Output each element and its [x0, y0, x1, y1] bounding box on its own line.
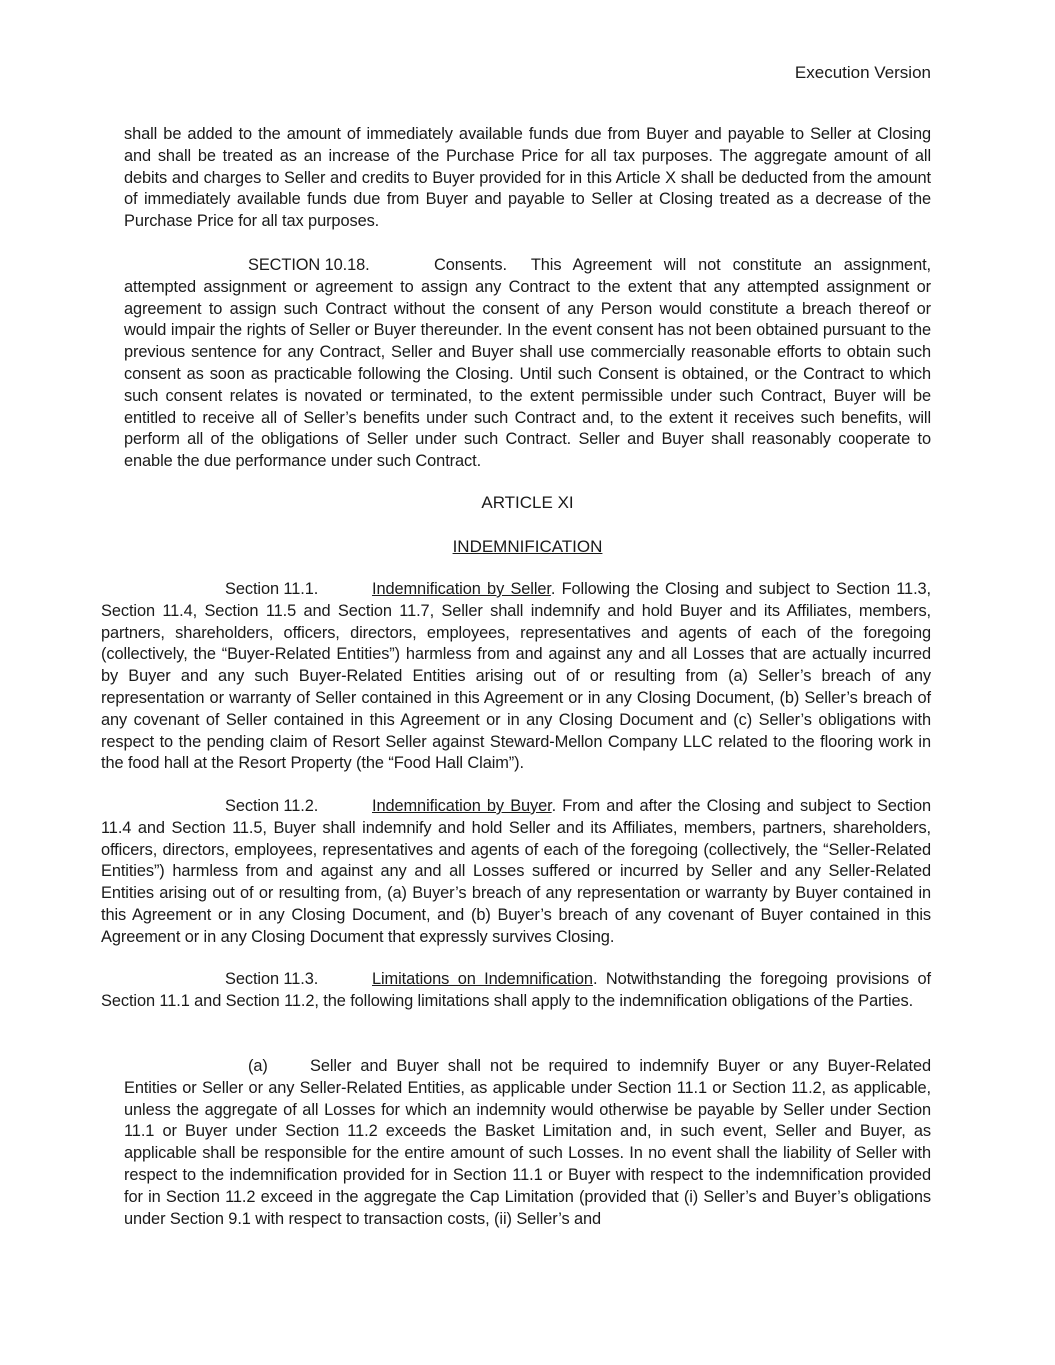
- section-10-18: [101, 255, 931, 473]
- paragraph-a: [124, 1056, 931, 1230]
- paragraph-a-label: (a): [248, 1057, 268, 1075]
- section-11-1-number: Section 11.1.: [225, 580, 319, 598]
- section-11-3-title: Limitations on Indemnification: [372, 970, 593, 988]
- article-number: ARTICLE XI: [481, 493, 574, 512]
- section-11-3-text: . Notwithstanding the foregoing provisions of Section 11.1 and Section 11.2, the following limitations shall apply to the indemnification obligations of the Parties.: [101, 970, 931, 1010]
- section-11-3-number: Section 11.3.: [225, 970, 319, 988]
- section-10-18-title: Consents.: [434, 256, 507, 274]
- section-11-3: [101, 969, 931, 1013]
- carryover-paragraph: [124, 124, 931, 233]
- paragraph-a-text: Seller and Buyer shall not be required to indemnify Buyer or any Buyer-Related Entities or Seller or any Seller-Related Entities, as applicable under Section 11.1 or Section 11.2, as applicable, unless the aggregate of all Losses for which an indemnity would otherwise be payable by Seller under Section 11.1 or Buyer under Section 11.2 exceeds the Basket Limitation and, in such event, Seller and Buyer, as applicable shall be responsible for the entire amount of such Losses. In no event shall the liability of Seller with respect to the indemnification provided for in Section 11.1 or Buyer with respect to the indemnification provided for in Section 11.2 exceed in the aggregate the Cap Limitation (provided that (i) Seller’s and Buyer’s obligations under Section 9.1 with respect to transaction costs, (ii) Seller’s and: [124, 1057, 931, 1228]
- section-11-1-title: Indemnification by Seller: [372, 580, 551, 598]
- section-11-2: [101, 796, 931, 949]
- section-11-1-text: . Following the Closing and subject to Section 11.3, Section 11.4, Section 11.5 and Section 11.7, Seller shall indemnify and hold Buyer and its Affiliates, members, partners, shareholders, officers, directors, employees, representatives and agents of each of the foregoing (collectively, the “Buyer-Related Entities”) harmless from and against any and all Losses that are actually incurred by Buyer and any such Buyer-Related Entities arising out of or resulting from (a) Seller’s breach of any representation or warranty of Seller contained in this Agreement or in any Closing Document, (b) Seller’s breach of any covenant of Seller contained in this Agreement or in any Closing Document and (c) Seller’s obligations with respect to the pending claim of Resort Seller against Steward-Mellon Company LLC related to the flooring work in the food hall at the Resort Property (the “Food Hall Claim”).: [101, 580, 932, 773]
- section-10-18-text: This Agreement will not constitute an assignment, attempted assignment or agreement to assign any Contract to the extent that any attempted assignment or agreement to assign such Contract without the consent of any Person would constitute a breach thereof or would impair the rights of Seller or Buyer thereunder. In the event consent has not been obtained pursuant to the previous sentence for any Contract, Seller and Buyer shall use commercially reasonable efforts to obtain such consent as soon as practicable following the Closing. Until such Consent is obtained, or the Contract to which such consent relates is novated or terminated, to the extent permissible under such Contract, Buyer will be entitled to receive all of Seller’s benefits under such Contract and, to the extent it receives such benefits, will perform all of the obligations of Seller under such Contract. Seller and Buyer shall reasonably cooperate to enable the due performance under such Contract.: [124, 256, 931, 471]
- section-11-2-title: Indemnification by Buyer: [372, 797, 552, 815]
- carryover-text: shall be added to the amount of immediately available funds due from Buyer and payable to Seller at Closing and shall be treated as an increase of the Purchase Price for all tax purposes. The aggregate amount of all debits and charges to Seller and credits to Buyer provided for in this Article X shall be deducted from the amount of immediately available funds due from Buyer and payable to Seller at Closing treated as a decrease of the Purchase Price for all tax purposes.: [124, 125, 931, 231]
- section-10-18-number: SECTION 10.18.: [248, 256, 370, 274]
- section-11-2-text: . From and after the Closing and subject to Section 11.4 and Section 11.5, Buyer shall indemnify and hold Seller and its Affiliates, members, partners, shareholders, officers, directors, employees, representatives and agents of each of the foregoing (collectively, the “Seller-Related Entities”) harmless from and against any and all Losses suffered or incurred by Seller and any Seller-Related Entities arising out of or resulting from, (a) Buyer’s breach of any representation or warranty by Buyer contained in this Agreement or in any Closing Document, and (b) Buyer’s breach of any covenant of Buyer contained in this Agreement or in any Closing Document that expressly survives Closing.: [101, 797, 931, 946]
- section-11-1: [101, 579, 931, 775]
- execution-version-label: Execution Version: [794, 63, 931, 82]
- article-title: [0, 537, 1055, 557]
- section-11-2-number: Section 11.2.: [225, 797, 319, 815]
- article-title-text: INDEMNIFICATION: [452, 537, 603, 556]
